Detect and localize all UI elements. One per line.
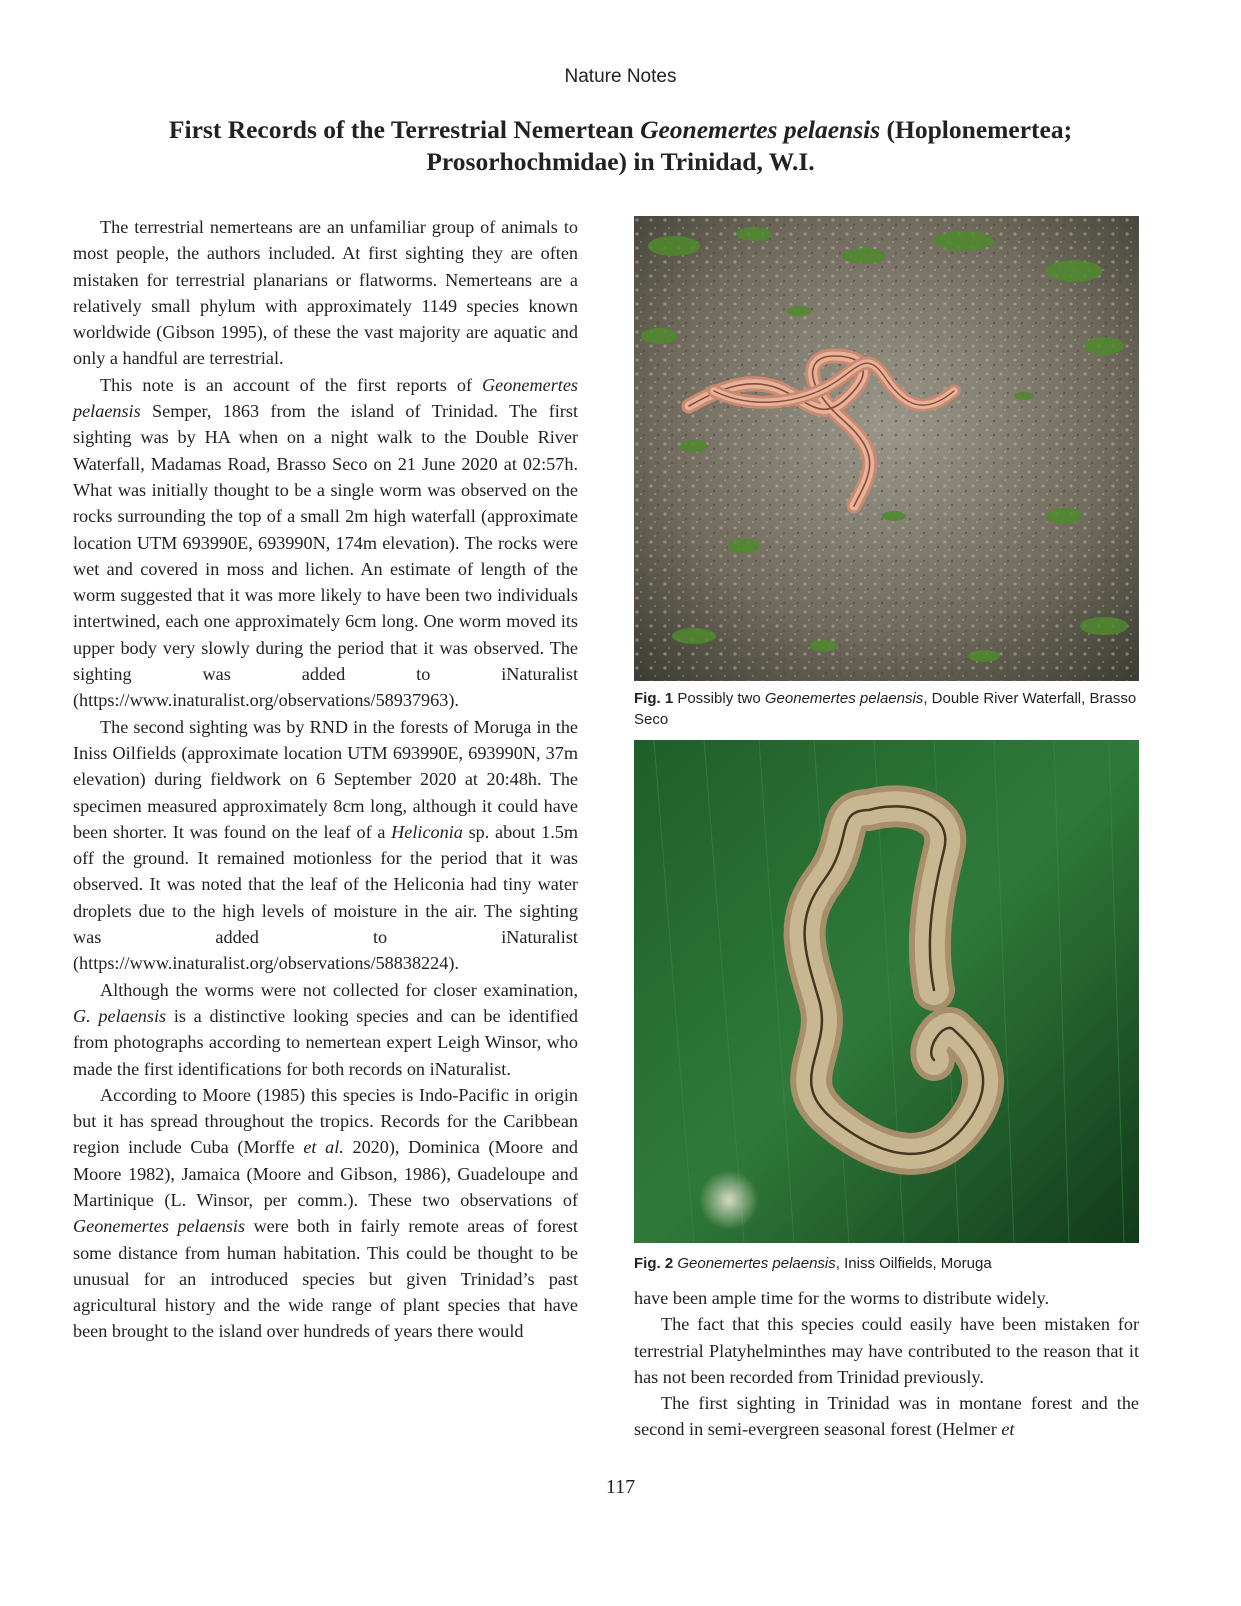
right-column: [634, 1285, 1139, 1443]
species-name: Geonemertes pelaensis: [677, 1255, 836, 1272]
paragraph-identification: [73, 977, 578, 1082]
figure-label: Fig. 2: [634, 1255, 674, 1272]
figure-label: Fig. 1: [634, 690, 674, 707]
paragraph-continuation: have been ample time for the worms to distribute widely.: [634, 1288, 1049, 1308]
text: 2020), Dominica (Moore and Moore 1982), Jamaica (Moore and Gibson, 1986), Guadeloupe and Martinique (L. Winsor, per comm.). These two observations of: [73, 1137, 578, 1210]
title-text: First Records of the Terrestrial Nemertean: [168, 115, 641, 144]
figure-2-caption: [634, 1253, 1149, 1274]
page-number: 117: [605, 1476, 636, 1498]
text: is a distinctive looking species and can be identified from photographs according to nemertean expert Leigh Winsor, who made the first identifications for both records on iNaturalist.: [73, 1005, 578, 1079]
text: The second sighting was by RND in the forests of Moruga in the Iniss Oilfields (approximate location UTM 693990E, 693990N, 37m elevation) during fieldwork on 6 September 2020 at 20:48h. The specimen measured approximately 8cm long, although it could have been shorter. It was found on the leaf of a: [73, 716, 578, 842]
title-line-2: Prosorhochmidae) in Trinidad, W.I.: [426, 147, 815, 176]
citation-etal: et al.: [303, 1137, 344, 1158]
figure-2-photo: [634, 740, 1139, 1243]
text: According to Moore (1985) this species is Indo-Pacific in origin but it has spread throughout the tropics. Records for the Caribbean region include Cuba (Morffe: [73, 1084, 578, 1158]
caption-text: Possibly two: [673, 690, 765, 707]
species-name: Geonemertes pelaensis: [73, 1216, 246, 1237]
paragraph-platyhelminthes: The fact that this species could easily have been mistaken for terrestrial Platyhelminthes may have contributed to the reason that it has not been recorded from Trinidad previously.: [634, 1314, 1139, 1387]
article-title: [100, 114, 1141, 178]
text: Although the worms were not collected for closer examination,: [100, 979, 578, 1000]
running-head: Nature Notes: [564, 66, 677, 87]
species-name: G. pelaensis: [73, 1005, 167, 1026]
text: were both in fairly remote areas of forest some distance from human habitation. This could be thought to be unusual for an introduced species but given Trinidad’s past agricultural history and the wide range of plant species that have been brought to the island over hundreds of years there would: [73, 1216, 578, 1342]
text: sp. about 1.5m off the ground. It remained motionless for the period that it was observed. It was noted that the leaf of the Heliconia had tiny water droplets due to the high levels of moisture in the air. The sighting was added to iNaturalist (https://www.inaturalist.org/observations/58838224).: [73, 821, 578, 974]
left-column: [73, 214, 578, 1345]
species-name: Geonemertes pelaensis: [73, 374, 578, 422]
caption-text: , Double River Waterfall, Brasso Seco: [634, 690, 1137, 728]
figure-1-caption: [634, 688, 1149, 730]
paragraph-habitat: [634, 1390, 1139, 1443]
title-species: Geonemertes pelaensis: [640, 115, 881, 144]
text: The first sighting in Trinidad was in montane forest and the second in semi-evergreen seasonal forest (Helmer: [634, 1393, 1139, 1440]
genus-name: Heliconia: [391, 821, 463, 842]
text: This note is an account of the first reports of: [100, 374, 483, 395]
moss-rock-worms-image: [634, 216, 1139, 681]
caption-text: , Iniss Oilfields, Moruga: [835, 1255, 992, 1272]
figure-1-photo: [634, 216, 1139, 681]
leaf-worm-image: [634, 740, 1139, 1243]
species-name: Geonemertes pelaensis: [764, 690, 924, 707]
paragraph-second-sighting: [73, 714, 578, 977]
paragraph-intro: The terrestrial nemerteans are an unfamiliar group of animals to most people, the authors included. At first sighting they are often mistaken for terrestrial planarians or flatworms. Nemerteans are a relatively small phylum with approximately 1149 species known worldwide (Gibson 1995), of these the vast majority are aquatic and only a handful are terrestrial.: [73, 217, 578, 369]
paragraph-distribution: [73, 1082, 578, 1345]
paragraph-first-sighting: [73, 372, 578, 714]
citation-et: et: [1001, 1419, 1015, 1440]
title-text: (Hoplonemertea;: [880, 115, 1073, 144]
text: Semper, 1863 from the island of Trinidad. The first sighting was by HA when on a night walk to the Double River Waterfall, Madamas Road, Brasso Seco on 21 June 2020 at 02:57h. What was initially thought to be a single worm was observed on the rocks surrounding the top of a small 2m high waterfall (approximate location UTM 693990E, 693990N, 174m elevation). The rocks were wet and covered in moss and lichen. An estimate of length of the worm suggested that it was more likely to have been two individuals intertwined, each one approximately 6cm long. One worm moved its upper body very slowly during the period that it was observed. The sighting was added to iNaturalist (https://www.inaturalist.org/observations/58937963).: [73, 401, 578, 711]
